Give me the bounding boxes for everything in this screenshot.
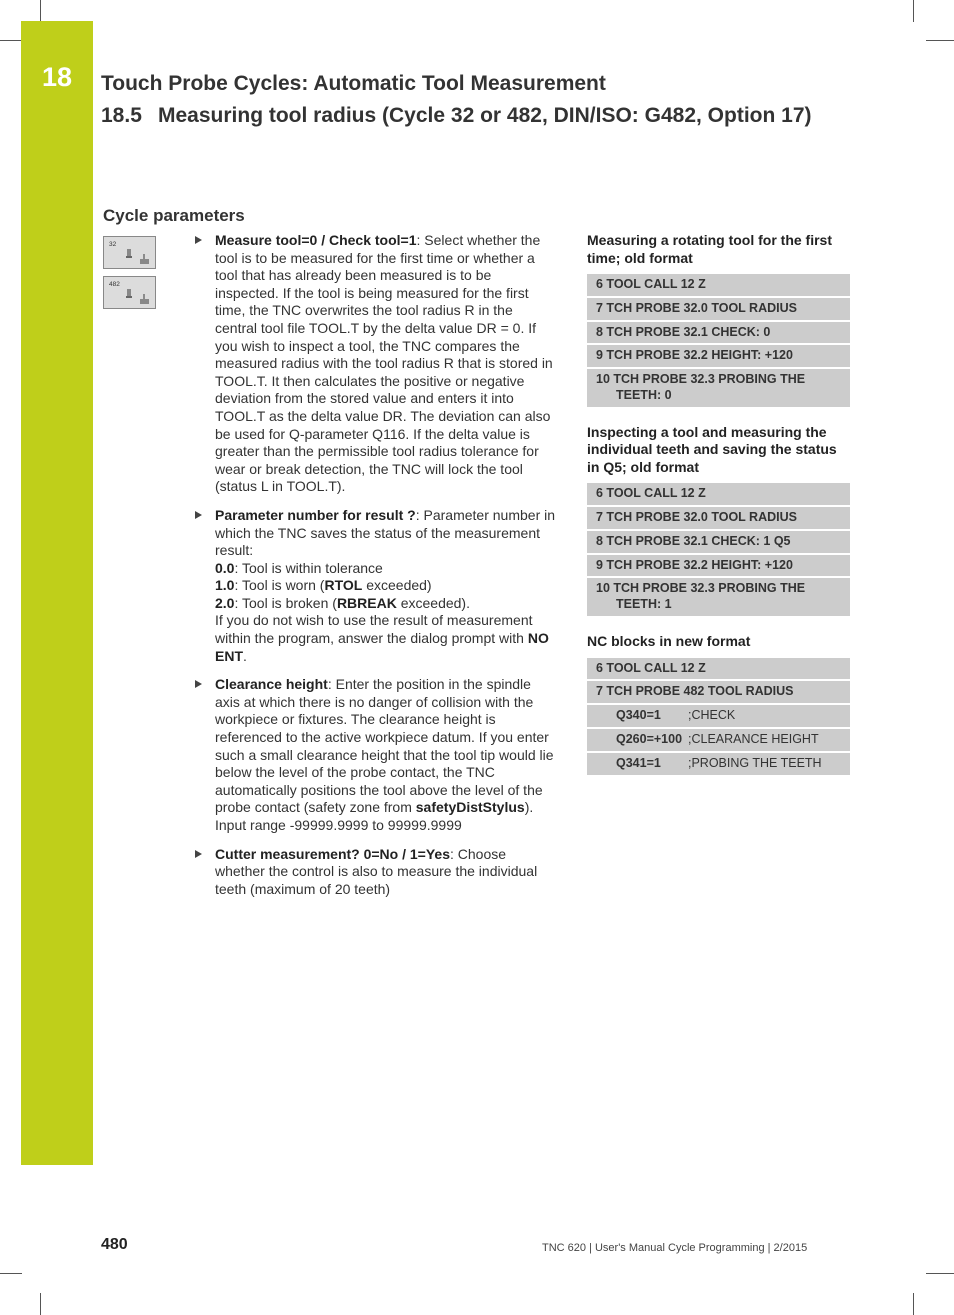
nc-block-row <box>587 578 850 618</box>
punctuation: . <box>243 647 247 664</box>
crop-mark <box>926 40 954 41</box>
nc-block-row: 9 TCH PROBE 32.2 HEIGHT: +120 <box>587 345 850 369</box>
crop-mark <box>40 0 41 22</box>
section-number: 18.5 <box>101 104 142 127</box>
softkey-label: 482 <box>109 281 120 288</box>
code-term: RTOL <box>324 577 363 594</box>
result-description: exceeded) <box>362 577 432 594</box>
parameter-item <box>194 676 558 834</box>
crop-mark <box>913 0 914 22</box>
examples-column <box>587 232 850 792</box>
nc-block-continuation: TEETH: 0 <box>616 387 672 402</box>
nc-block-table <box>587 483 850 618</box>
probe-cycle-icon <box>104 237 157 270</box>
section-title <box>101 104 812 128</box>
probe-cycle-icon <box>104 277 157 310</box>
nc-block-row: 6 TOOL CALL 12 Z <box>587 274 850 298</box>
nc-block-table <box>587 658 850 777</box>
example-heading: Inspecting a tool and measuring the individual teeth and saving the status in Q5; old format <box>587 423 837 475</box>
result-description: : Tool is worn ( <box>234 577 325 594</box>
q-parameter: Q340=1 <box>616 708 661 723</box>
cycle-482-softkey <box>103 276 156 309</box>
example-heading: NC blocks in new format <box>587 633 751 650</box>
chapter-title: Touch Probe Cycles: Automatic Tool Measurement <box>101 72 606 95</box>
parameter-item <box>194 232 558 496</box>
example-heading: Measuring a rotating tool for the first time; old format <box>587 232 833 266</box>
parameter-item <box>194 507 558 665</box>
q-comment: ;CHECK <box>688 708 736 723</box>
cycle-32-softkey <box>103 236 156 269</box>
page-number: 480 <box>101 1236 128 1253</box>
crop-mark <box>926 1273 954 1274</box>
softkey-label: 32 <box>109 241 117 248</box>
code-term: RBREAK <box>336 594 397 611</box>
chapter-sidebar <box>21 21 93 1165</box>
parameter-item <box>194 846 558 899</box>
nc-block-row: 7 TCH PROBE 32.0 TOOL RADIUS <box>587 507 850 531</box>
nc-block-row <box>587 369 850 409</box>
nc-block-row: 8 TCH PROBE 32.1 CHECK: 0 <box>587 322 850 346</box>
parameter-description: ). Input range -99999.9999 to 99999.9999 <box>215 799 534 833</box>
nc-block-text: 10 TCH PROBE 32.3 PROBING THE <box>596 372 806 387</box>
nc-block-text: 10 TCH PROBE 32.3 PROBING THE <box>596 581 806 596</box>
parameter-name: Measure tool=0 / Check tool=1 <box>215 232 417 248</box>
q-parameter: Q341=1 <box>616 755 661 770</box>
nc-block-table <box>587 274 850 409</box>
parameter-description: : Choose whether the control is also to measure the individual teeth (maximum of 20 teeth) <box>215 845 538 897</box>
crop-mark <box>40 1293 41 1315</box>
nc-block-row: 9 TCH PROBE 32.2 HEIGHT: +120 <box>587 555 850 579</box>
bullet-triangle-icon <box>195 236 202 244</box>
bullet-triangle-icon <box>195 680 202 688</box>
q-parameter: Q260=+100 <box>616 731 683 746</box>
nc-param-row <box>587 753 850 777</box>
nc-block-continuation: TEETH: 1 <box>616 597 672 612</box>
parameter-name: Cutter measurement? 0=No / 1=Yes <box>215 845 450 862</box>
q-comment: ;CLEARANCE HEIGHT <box>688 731 819 746</box>
result-description: exceeded). <box>396 594 470 611</box>
nc-param-row <box>587 729 850 753</box>
footer-text: TNC 620 | User's Manual Cycle Programming | 2/2015 <box>542 1242 808 1254</box>
parameter-list <box>194 232 558 909</box>
cycle-parameters-heading: Cycle parameters <box>103 206 245 225</box>
parameter-description: : Enter the position in the spindle axis at which there is no danger of collision with the workpiece or fixtures. The clearance height is referenced to the active workpiece datum. If you enter such a small clearance height that the tool tip would lie below the level of the probe contact, the TNC automatically positions the tool above the level of the probe contact (safety zone from <box>215 676 554 816</box>
nc-param-row <box>587 705 850 729</box>
nc-block-row: 7 TCH PROBE 32.0 TOOL RADIUS <box>587 298 850 322</box>
nc-block-row: 6 TOOL CALL 12 Z <box>587 658 850 682</box>
code-term: NO ENT <box>215 630 549 664</box>
parameter-name: Parameter number for result ? <box>215 506 416 523</box>
result-value: 2.0 <box>215 594 235 611</box>
result-description: : Tool is broken ( <box>234 594 337 611</box>
bullet-triangle-icon <box>195 511 202 519</box>
bullet-triangle-icon <box>195 850 202 858</box>
parameter-note: If you do not wish to use the result of measurement within the program, answer the dialog prompt with <box>215 612 533 647</box>
crop-mark <box>0 40 22 41</box>
nc-block-row: 6 TOOL CALL 12 Z <box>587 483 850 507</box>
parameter-description: : Select whether the tool is to be measured for the first time or whether a tool that has already been measured is to be inspected. If the tool is being measured for the first time, the TNC overwrites the tool radius R in the central tool file TOOL.T by the delta value DR = 0. If you wish to inspect a tool, the TNC compares the measured radius with the tool radius R that is stored in TOOL.T. It then calculates the positive or negative deviation from the stored value and enters it into TOOL.T as the delta value DR. The deviation can also be used for Q-parameter Q116. If the delta value is greater than the permissible tool radius tolerance for wear or break detection, the TNC will lock the tool (status L in TOOL.T). <box>215 232 553 495</box>
result-value: 1.0 <box>215 577 235 594</box>
result-value: 0.0 <box>215 559 235 576</box>
chapter-number: 18 <box>41 62 73 92</box>
code-term: safetyDistStylus <box>415 799 525 816</box>
q-comment: ;PROBING THE TEETH <box>688 755 822 770</box>
nc-block-row: 7 TCH PROBE 482 TOOL RADIUS <box>587 681 850 705</box>
crop-mark <box>913 1293 914 1315</box>
parameter-name: Clearance height <box>215 676 328 693</box>
crop-mark <box>0 1273 22 1274</box>
result-description: : Tool is within tolerance <box>234 559 383 576</box>
nc-block-row: 8 TCH PROBE 32.1 CHECK: 1 Q5 <box>587 531 850 555</box>
section-title-text: Measuring tool radius (Cycle 32 or 482, DIN/ISO: G482, Option 17) <box>158 104 812 127</box>
parameter-description: : Parameter number in which the TNC saves the status of the measurement result: <box>215 506 556 559</box>
